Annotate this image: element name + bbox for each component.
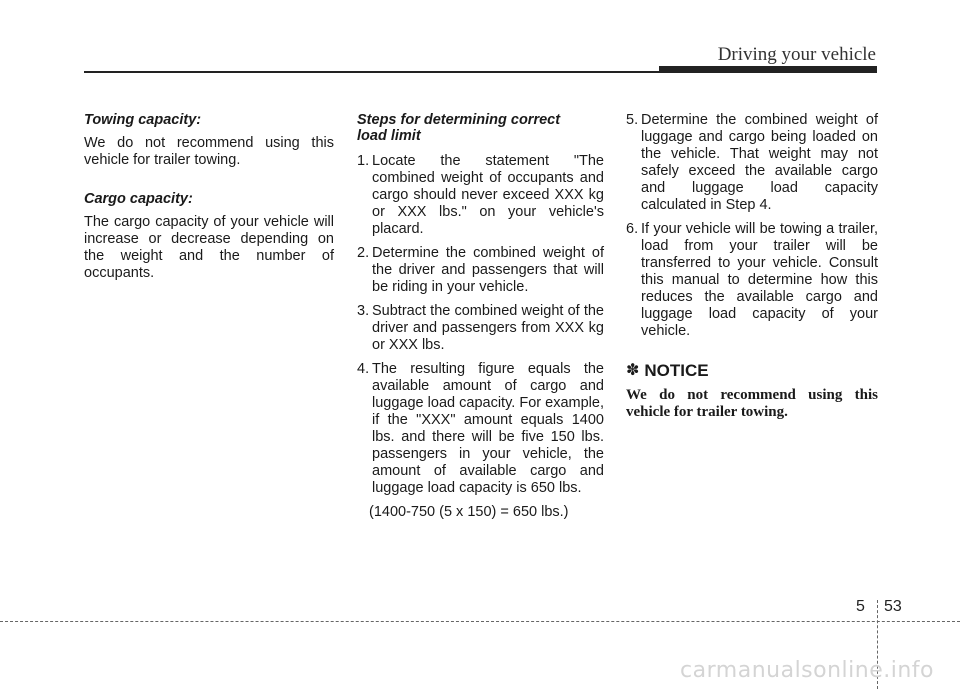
towing-capacity-heading: Towing capacity: bbox=[84, 112, 202, 128]
step-text: The resulting figure equals the available amount of cargo and luggage load capacity. For example, if the "XXX" amount equals 1400 lbs. and there will be five 150 lbs. passengers in your vehicle, the amount of available cargo and luggage load capacity is 650 lbs. bbox=[372, 361, 604, 496]
column-right bbox=[626, 112, 878, 421]
step-item bbox=[357, 361, 604, 497]
notice-heading bbox=[626, 362, 878, 379]
step-text: Determine the combined weight of luggage and cargo being loaded on the vehicle. That weight may not safely exceed the available cargo and luggage load capacity calculated in Step 4. bbox=[641, 112, 878, 213]
step-item bbox=[357, 153, 604, 238]
watermark: carmanualsonline.info bbox=[680, 658, 934, 683]
cargo-capacity-heading: Cargo capacity: bbox=[84, 191, 193, 207]
step-number: 6. bbox=[626, 221, 639, 237]
cargo-capacity-text: The cargo capacity of your vehicle will increase or decrease depending on the weight and the number of occupants. bbox=[84, 214, 334, 281]
chapter-number: 5 bbox=[856, 598, 865, 615]
step-text: If your vehicle will be towing a trailer, load from your trailer will be transferred to your vehicle. Consult this manual to determine how this reduces the available cargo and luggage load capacity of your vehicle. bbox=[641, 221, 878, 339]
example-formula: (1400-750 (5 x 150) = 650 lbs.) bbox=[369, 504, 569, 520]
step-text: Determine the combined weight of the driver and passengers that will be riding in your vehicle. bbox=[372, 245, 604, 295]
page-number: 53 bbox=[884, 598, 902, 615]
section-title: Driving your vehicle bbox=[717, 44, 876, 65]
load-limit-steps bbox=[357, 153, 604, 497]
load-limit-heading-line1: Steps for determining correct bbox=[357, 112, 561, 128]
load-limit-steps-continued bbox=[626, 112, 878, 340]
step-number: 1. bbox=[357, 153, 370, 169]
step-text: Subtract the combined weight of the driver and passengers from XXX kg or XXX lbs. bbox=[372, 303, 604, 353]
column-middle bbox=[357, 112, 604, 521]
step-item bbox=[626, 112, 878, 214]
step-item bbox=[357, 245, 604, 296]
notice-heading-label: NOTICE bbox=[644, 361, 709, 380]
step-item bbox=[357, 303, 604, 354]
footer-rule bbox=[0, 621, 960, 622]
notice-text: We do not recommend using this vehicle for trailer towing. bbox=[626, 387, 878, 420]
header-rule-thick bbox=[659, 66, 877, 73]
load-limit-heading bbox=[357, 112, 604, 144]
load-limit-heading-line2: load limit bbox=[357, 128, 421, 144]
step-number: 5. bbox=[626, 112, 639, 128]
towing-capacity-text: We do not recommend using this vehicle for trailer towing. bbox=[84, 135, 334, 168]
step-number: 2. bbox=[357, 245, 370, 261]
header-rule-thin bbox=[84, 71, 659, 73]
column-left bbox=[84, 112, 334, 304]
step-number: 3. bbox=[357, 303, 370, 319]
notice-icon: ✽ bbox=[626, 362, 640, 379]
step-text: Locate the statement "The combined weight of occupants and cargo should never exceed XXX kg or XXX lbs." on your vehicle's placard. bbox=[372, 153, 604, 237]
step-number: 4. bbox=[357, 361, 370, 377]
step-item bbox=[626, 221, 878, 340]
